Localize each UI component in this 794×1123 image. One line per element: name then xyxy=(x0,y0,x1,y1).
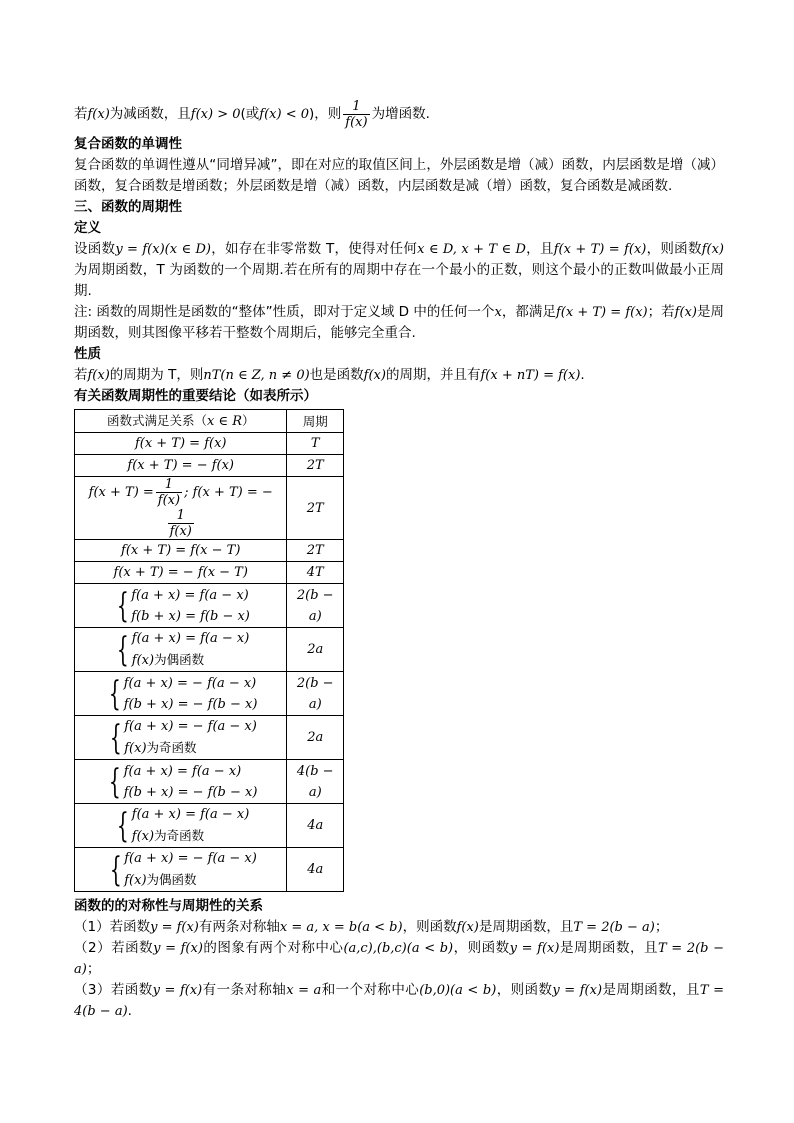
equation-system xyxy=(105,716,257,759)
header-condition xyxy=(75,410,287,433)
text: 若 xyxy=(74,105,88,122)
table-row xyxy=(75,760,344,804)
table-row xyxy=(75,628,344,672)
brace-icon: { xyxy=(116,805,129,846)
period-cell: 2(b − a) xyxy=(287,672,344,716)
text: 有一条对称轴 xyxy=(202,982,287,998)
fraction xyxy=(343,99,369,130)
math: y = f(x) xyxy=(150,920,199,935)
math: y = f(x)(x ∈ D) xyxy=(115,242,211,257)
math: nT(n ∈ Z, n ≠ 0) xyxy=(203,368,310,383)
equation-line: f(a + x) = − f(a − x) xyxy=(123,675,257,691)
text: ；若 xyxy=(647,304,675,320)
equation-line: f(a + x) = f(a − x) xyxy=(131,631,250,646)
paragraph: 复合函数的单调性遵从“同增异减”，即在对应的取值区间上，外层函数是增（减）函数，内层函数是增（减）函数，复合函数是增函数；外层函数是增（减）函数，内层函数是减（增）函数，复合函数是减函数. xyxy=(74,157,724,194)
math: T = 2(b − a) xyxy=(74,941,725,977)
text: ，则函数 xyxy=(453,940,510,956)
text: 设函数 xyxy=(74,241,116,257)
fraction xyxy=(168,508,194,539)
condition-cell: f(x + T) = f(x − T) xyxy=(75,540,287,562)
denominator: f(x) xyxy=(157,493,181,508)
math: x xyxy=(494,305,502,320)
periodicity-table xyxy=(74,409,344,892)
math: ; f(x + T) = − xyxy=(184,485,273,500)
subsection-heading: 性质 xyxy=(74,346,101,362)
text: ，则函数 xyxy=(646,241,702,257)
table-header-row xyxy=(75,410,344,433)
period-cell: 2T xyxy=(287,455,344,477)
table-row xyxy=(75,562,344,584)
period-cell: 4a xyxy=(287,804,344,848)
list-item xyxy=(74,980,724,1022)
math: y = f(x) xyxy=(153,941,203,956)
condition-cell xyxy=(75,628,287,672)
math: x ∈ D, x + T ∈ D xyxy=(417,242,526,257)
condition-cell xyxy=(75,804,287,848)
equation-line: f(a + x) = − f(a − x) xyxy=(124,719,257,734)
numerator: 1 xyxy=(156,477,182,493)
table-row xyxy=(75,540,344,562)
list-item xyxy=(74,938,724,980)
text: 也是函数 xyxy=(309,367,364,383)
subsection-heading: 定义 xyxy=(74,220,101,236)
equation-line: f(b + x) = − f(b − x) xyxy=(123,784,258,800)
text: ，且 xyxy=(525,241,554,257)
period-cell: 2a xyxy=(287,628,344,672)
text: 为偶函数 xyxy=(154,652,205,667)
period-cell: 4a xyxy=(287,848,344,892)
math: y = f(x) xyxy=(152,983,203,998)
text: 注: 函数的周期性是函数的“整体”性质，即对于定义域 D 中的任何一个 xyxy=(74,304,495,320)
equation-system xyxy=(112,585,250,627)
equation-line: f(a + x) = − f(a − x) xyxy=(124,851,257,866)
math: f(x) xyxy=(131,653,155,668)
text: （2）若函数 xyxy=(74,940,154,956)
math: f(x) xyxy=(124,873,147,888)
math: f(x) xyxy=(701,242,725,257)
section-heading: 复合函数的单调性 xyxy=(74,136,182,152)
math: T = 4(b − a) xyxy=(74,983,725,1019)
period-cell: 2a xyxy=(287,716,344,760)
period-cell: 2T xyxy=(287,477,344,540)
reciprocal-monotonicity-line xyxy=(74,94,724,134)
math: (a,c),(b,c)(a < b) xyxy=(343,941,454,956)
equation-system xyxy=(112,628,249,671)
period-cell: 4(b − a) xyxy=(287,760,344,804)
denominator: f(x) xyxy=(169,524,192,539)
text: ； xyxy=(86,961,101,977)
text: . xyxy=(580,367,585,383)
section-heading: 三、函数的周期性 xyxy=(74,199,182,215)
document-page xyxy=(74,94,724,1022)
period-cell: 4T xyxy=(287,562,344,584)
text: 若 xyxy=(74,367,88,383)
brace-icon: { xyxy=(109,849,122,890)
text: . xyxy=(127,1003,132,1019)
math: f(x) xyxy=(87,368,110,383)
table-row xyxy=(75,433,344,455)
condition-cell xyxy=(75,477,287,540)
table-row xyxy=(75,804,344,848)
text: ） xyxy=(241,413,255,428)
equation-line: f(b + x) = f(b − x) xyxy=(131,608,250,624)
condition-cell: f(x + T) = − f(x) xyxy=(75,455,287,477)
text: 为奇函数 xyxy=(146,740,197,755)
text: 为偶函数 xyxy=(146,872,197,887)
text: 的周期，并且有 xyxy=(385,367,481,383)
equation-line: f(a + x) = f(a − x) xyxy=(123,763,242,779)
math: f(x) xyxy=(131,829,155,844)
equation-system xyxy=(104,673,257,715)
header-period: 周期 xyxy=(287,410,344,433)
text: 为增函数. xyxy=(371,105,430,122)
text: 和一个对称中心 xyxy=(321,982,420,998)
table-row xyxy=(75,584,344,628)
text: (或 xyxy=(240,105,260,122)
text: （1）若函数 xyxy=(74,919,151,935)
section-heading: 函数的的对称性与周期性的关系 xyxy=(74,898,263,914)
text: 是周期函数，则其图像平移若干整数个周期后，能够完全重合. xyxy=(74,304,725,341)
period-cell: T xyxy=(287,433,344,455)
math: T = 2(b − a) xyxy=(573,920,655,935)
text: ，都满足 xyxy=(501,304,556,320)
brace-icon: { xyxy=(109,717,122,758)
math: y = f(x) xyxy=(509,941,560,956)
brace-icon: { xyxy=(116,629,129,670)
condition-cell xyxy=(75,848,287,892)
math: (b,0)(a < b) xyxy=(419,983,497,998)
fraction xyxy=(156,477,182,508)
brace-icon: { xyxy=(116,585,129,626)
text: 为奇函数 xyxy=(154,828,205,843)
note-paragraph xyxy=(74,302,724,344)
math: f(x) > 0 xyxy=(190,106,241,122)
numerator: 1 xyxy=(343,99,369,115)
math: f(x) xyxy=(674,305,697,320)
text: 的周期为 T，则 xyxy=(109,367,204,383)
denominator: f(x) xyxy=(345,114,368,130)
math: x ∈ R xyxy=(206,414,242,429)
text: 函数式满足关系（ xyxy=(106,413,207,428)
condition-cell xyxy=(75,672,287,716)
text: 是周期函数，且 xyxy=(559,940,658,956)
condition-cell xyxy=(75,760,287,804)
table-row xyxy=(75,477,344,540)
table-row xyxy=(75,848,344,892)
math: f(x + T) = f(x) xyxy=(553,242,647,257)
property-paragraph xyxy=(74,365,724,386)
text: 有两条对称轴 xyxy=(198,919,280,935)
math: f(x + T) = f(x) xyxy=(555,305,648,320)
text: ，则函数 xyxy=(496,982,553,998)
text: 为减函数，且 xyxy=(109,105,191,122)
equation-line: f(a + x) = f(a − x) xyxy=(131,587,249,603)
math: f(x + nT) = f(x) xyxy=(480,368,581,383)
brace-icon: { xyxy=(108,673,121,714)
text: （3）若函数 xyxy=(74,982,153,998)
text: ，如存在非零常数 T，使得对任何 xyxy=(210,241,418,257)
table-row xyxy=(75,455,344,477)
math: y = f(x) xyxy=(552,983,603,998)
period-cell: 2T xyxy=(287,540,344,562)
equation-system xyxy=(112,804,249,847)
math: f(x + T) = xyxy=(88,485,154,500)
text: ； xyxy=(654,919,669,935)
text: ，则函数 xyxy=(402,919,457,935)
table-row xyxy=(75,672,344,716)
condition-cell xyxy=(75,716,287,760)
equation-system xyxy=(105,848,257,891)
condition-cell xyxy=(75,584,287,628)
condition-cell: f(x + T) = f(x) xyxy=(75,433,287,455)
equation-line: f(b + x) = − f(b − x) xyxy=(123,696,258,712)
text: )，则 xyxy=(309,105,342,122)
condition-cell: f(x + T) = − f(x − T) xyxy=(75,562,287,584)
brace-icon: { xyxy=(108,761,121,802)
numerator: 1 xyxy=(168,508,194,524)
math: f(x) xyxy=(124,741,147,756)
list-item xyxy=(74,917,724,938)
math: f(x) xyxy=(363,368,386,383)
math: x = a xyxy=(286,983,322,998)
table-heading: 有关函数周期性的重要结论（如表所示） xyxy=(74,388,317,404)
text: 是周期函数，且 xyxy=(602,982,700,998)
text: 是周期函数，且 xyxy=(478,919,574,935)
period-cell: 2(b − a) xyxy=(287,584,344,628)
math: f(x) < 0 xyxy=(259,106,310,122)
text: 为周期函数，T 为函数的一个周期.若在所有的周期中存在一个最小的正数，则这个最小的正数叫做最小正周期. xyxy=(74,262,724,299)
table-row xyxy=(75,716,344,760)
math: f(x) xyxy=(456,920,479,935)
math: x = a, x = b(a < b) xyxy=(279,920,403,935)
definition-paragraph xyxy=(74,239,724,302)
math: f(x) xyxy=(87,106,110,122)
equation-system xyxy=(104,761,257,803)
text: 的图象有两个对称中心 xyxy=(202,940,344,956)
equation-line: f(a + x) = f(a − x) xyxy=(131,807,250,822)
